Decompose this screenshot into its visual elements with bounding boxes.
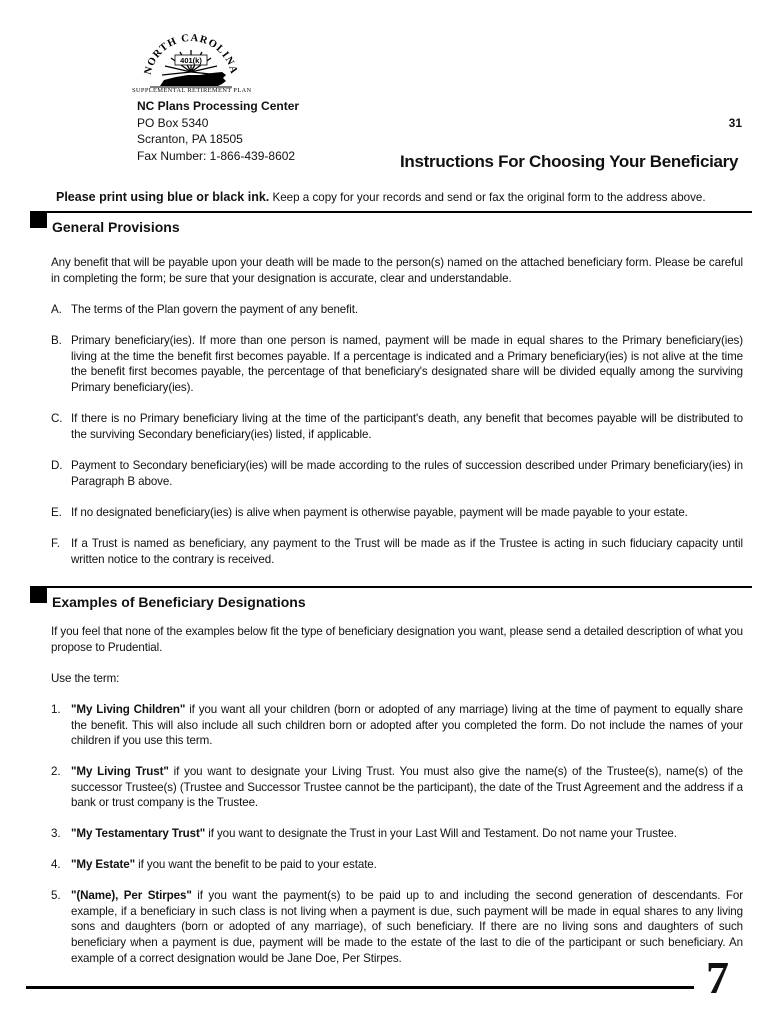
- item-marker: 2.: [51, 765, 61, 778]
- item-marker: D.: [51, 459, 63, 472]
- ink-instruction-bold: Please print using blue or black ink.: [56, 190, 270, 204]
- form-number: 31: [728, 116, 742, 130]
- item-text: if you want the payment(s) to be paid up to and including the second generation of descendants. For example, if a beneficiary in such class is not living when a payment is due, such payment will be made in equal shares to any living sons and daughters (born or adopted of any marriage), of such beneficiary. If there are no living sons and daughters of such beneficiary when a payment is due, payment will be made to the estate of the last to die of the participant or such beneficiary. An example of a correct designation would be Jane Doe, Per Stirpes.: [71, 889, 743, 965]
- section-square-icon: [30, 586, 47, 603]
- example-item: [51, 857, 743, 873]
- item-text: If no designated beneficiary(ies) is alive when payment is otherwise payable, payment will be made payable to your estate.: [71, 506, 688, 519]
- item-marker: 5.: [51, 889, 61, 902]
- item-text: if you want to designate your Living Trust. You must also give the name(s) of the Trustee(s), name(s) of the successor Trustee(s) (Trustee and Successor Trustee cannot be the participant), the date of the Trust Agreement and the address if a bank or trust company is the Trustee.: [71, 765, 744, 810]
- examples-header: [30, 586, 752, 612]
- section-square-icon: [30, 211, 47, 228]
- provision-item: [51, 458, 743, 489]
- po-box: PO Box 5340: [137, 115, 209, 130]
- item-text: The terms of the Plan govern the payment of any benefit.: [71, 303, 358, 316]
- provision-item: [51, 536, 743, 567]
- item-marker: 3.: [51, 827, 61, 840]
- section-rule: [44, 586, 752, 588]
- example-term: "My Estate": [71, 858, 136, 871]
- provision-item: [51, 505, 743, 521]
- item-text: if you want all your children (born or adopted of any marriage) living at the time of payment to equally share the benefit. This will also include all such children born or adopted after you completed the form. Do not include the names of your children if you use this term.: [71, 703, 743, 748]
- item-marker: 4.: [51, 858, 61, 871]
- item-text: Primary beneficiary(ies). If more than one person is named, payment will be made in equal shares to the Primary beneficiary(ies) living at the time the benefit first becomes payable. If a percentage is indicated and a Primary beneficiary(ies) is not alive at the time the benefit first becomes payable, the percentage of that beneficiary's designated share will be divided equally among the surviving Primary beneficiary(ies).: [71, 334, 743, 395]
- page-title: Instructions For Choosing Your Beneficiary: [400, 152, 739, 171]
- item-marker: B.: [51, 334, 62, 347]
- example-item: [51, 764, 743, 811]
- item-text: If a Trust is named as beneficiary, any payment to the Trust will be made as if the Trustee is acting in such fiduciary capacity until written notice to the contrary is received.: [71, 537, 743, 566]
- provision-item: [51, 411, 743, 442]
- general-intro: Any benefit that will be payable upon your death will be made to the person(s) named on the attached beneficiary form. Please be careful in completing the form; be sure that your designation is accurate, clear and understandable.: [51, 256, 743, 285]
- item-text: Payment to Secondary beneficiary(ies) will be made according to the rules of succession described under Primary beneficiary(ies) in Paragraph B above.: [71, 459, 743, 488]
- section-title: Examples of Beneficiary Designations: [52, 594, 306, 610]
- example-item: [51, 702, 743, 749]
- nc-map-icon: [136, 20, 246, 96]
- item-text: if you want to designate the Trust in your Last Will and Testament. Do not name your Trustee.: [205, 827, 677, 840]
- section-title: General Provisions: [52, 219, 180, 235]
- item-marker: A.: [51, 303, 62, 316]
- ink-instruction-text: Keep a copy for your records and send or fax the original form to the address above.: [269, 191, 706, 204]
- item-text: if you want the benefit to be paid to your estate.: [135, 858, 377, 871]
- item-text: If there is no Primary beneficiary living at the time of the participant's death, any benefit that becomes payable will be distributed to the surviving Secondary beneficiary(ies) listed, if applicable.: [71, 412, 743, 441]
- example-term: "My Living Children": [71, 703, 186, 716]
- example-term: "(Name), Per Stirpes": [71, 889, 192, 902]
- example-term: "My Testamentary Trust": [71, 827, 206, 840]
- general-provisions-header: [30, 211, 752, 237]
- mailing-address: [137, 98, 299, 164]
- examples-intro: If you feel that none of the examples below fit the type of beneficiary designation you want, please send a detailed description of what you propose to Prudential.: [51, 625, 743, 654]
- provision-item: [51, 333, 743, 396]
- fax-number: Fax Number: 1-866-439-8602: [137, 148, 296, 163]
- logo-badge: 401(k): [180, 56, 202, 66]
- logo-subtitle: SUPPLEMENTAL RETIREMENT PLAN: [132, 87, 252, 94]
- item-marker: C.: [51, 412, 63, 425]
- example-term: "My Living Trust": [71, 765, 169, 778]
- item-marker: 1.: [51, 703, 61, 716]
- example-item: [51, 826, 743, 842]
- footer-rule: [26, 986, 694, 989]
- city-state-zip: Scranton, PA 18505: [137, 132, 243, 146]
- section-rule: [44, 211, 752, 213]
- example-item: [51, 888, 743, 967]
- footer-page-number: 7: [706, 952, 729, 1003]
- item-marker: F.: [51, 537, 60, 550]
- use-term-label: Use the term:: [51, 672, 120, 685]
- ink-instruction: [56, 190, 706, 204]
- provision-item: [51, 302, 743, 318]
- item-marker: E.: [51, 506, 62, 519]
- logo-arc-text: NORTH CAROLINA: [142, 32, 240, 76]
- org-name: NC Plans Processing Center: [137, 99, 300, 113]
